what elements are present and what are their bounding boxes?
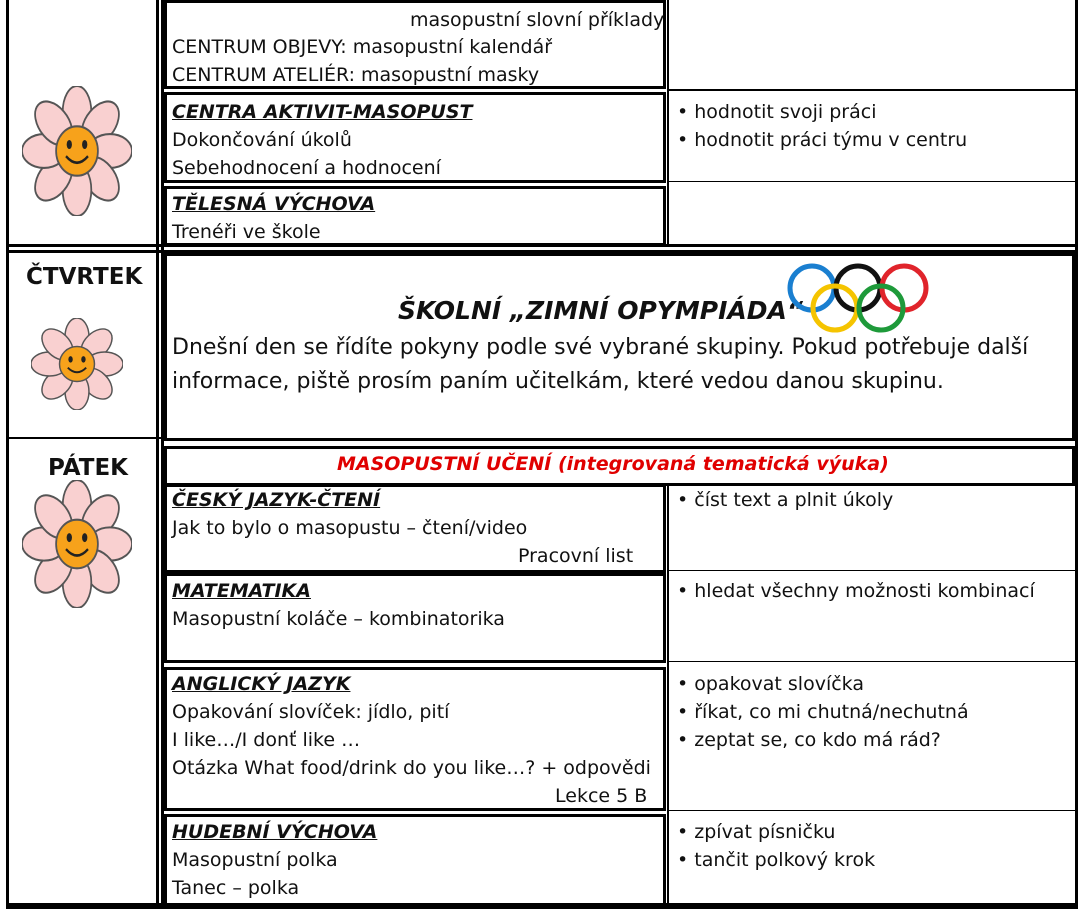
olympic-rings-icon — [786, 262, 938, 334]
subject-title: MATEMATIKA — [172, 580, 311, 602]
flower-icon — [31, 318, 123, 410]
flower-icon — [22, 480, 132, 608]
goal-item: • hodnotit práci týmu v centru — [677, 126, 967, 154]
subject-title: HUDEBNÍ VÝCHOVA — [172, 821, 378, 843]
activity-line: Sebehodnocení a hodnocení — [172, 157, 441, 179]
day-column-divider — [156, 0, 159, 909]
activity-line: Lekce 5 B — [555, 785, 648, 807]
goal-item: • zpívat písničku — [677, 818, 835, 846]
friday-header: MASOPUSTNÍ UČENÍ (integrovaná tematická výuka) — [337, 453, 889, 475]
goal-item: • hodnotit svoji práci — [677, 98, 876, 126]
goal-item: • zeptat se, co kdo má rád? — [677, 726, 941, 754]
olympiad-text: Dnešní den se řídíte pokyny podle své vybrané skupiny. Pokud potřebuje další — [172, 335, 1029, 360]
activity-line: Masopustní koláče – kombinatorika — [172, 608, 505, 630]
subject-title: ČESKÝ JAZYK-ČTENÍ — [172, 489, 381, 511]
activity-line: Jak to bylo o masopustu – čtení/video — [172, 517, 528, 539]
activity-line: Otázka What food/drink do you like…? + odpovědi — [172, 757, 651, 779]
goals-column-divider — [667, 0, 669, 245]
subject-title: CENTRA AKTIVIT-MASOPUST — [172, 101, 473, 123]
subject-title: TĚLESNÁ VÝCHOVA — [172, 193, 376, 215]
subject-title: ANGLICKÝ JAZYK — [172, 673, 351, 695]
goal-item: • opakovat slovíčka — [677, 670, 864, 698]
day-label-friday: PÁTEK — [48, 455, 128, 481]
goal-item: • hledat všechny možnosti kombinací — [677, 577, 1035, 605]
olympiad-title: ŠKOLNÍ „ZIMNÍ OPYMPIÁDA“ — [398, 296, 803, 325]
day-label-thursday: ČTVRTEK — [26, 264, 143, 290]
activity-line: masopustní slovní příklady — [410, 9, 665, 31]
activity-line: Tanec – polka — [172, 877, 300, 899]
flower-icon — [22, 86, 132, 216]
goal-item: • tančit polkový krok — [677, 846, 875, 874]
goal-item: • říkat, co mi chutná/nechutná — [677, 698, 969, 726]
olympiad-text: informace, piště prosím paním učitelkám, které vedou danou skupinu. — [172, 369, 944, 394]
activity-line: Pracovní list — [518, 545, 634, 567]
activity-line: CENTRUM ATELIÉR: masopustní masky — [172, 64, 540, 86]
activity-line: Masopustní polka — [172, 849, 338, 871]
activity-line: Dokončování úkolů — [172, 129, 352, 151]
goal-item: • číst text a plnit úkoly — [677, 486, 893, 514]
activity-line: I like…/I donť like … — [172, 729, 361, 751]
activity-line: CENTRUM OBJEVY: masopustní kalendář — [172, 36, 553, 58]
activity-line: Trenéři ve škole — [172, 221, 321, 243]
activity-line: Opakování slovíček: jídlo, pití — [172, 701, 450, 723]
